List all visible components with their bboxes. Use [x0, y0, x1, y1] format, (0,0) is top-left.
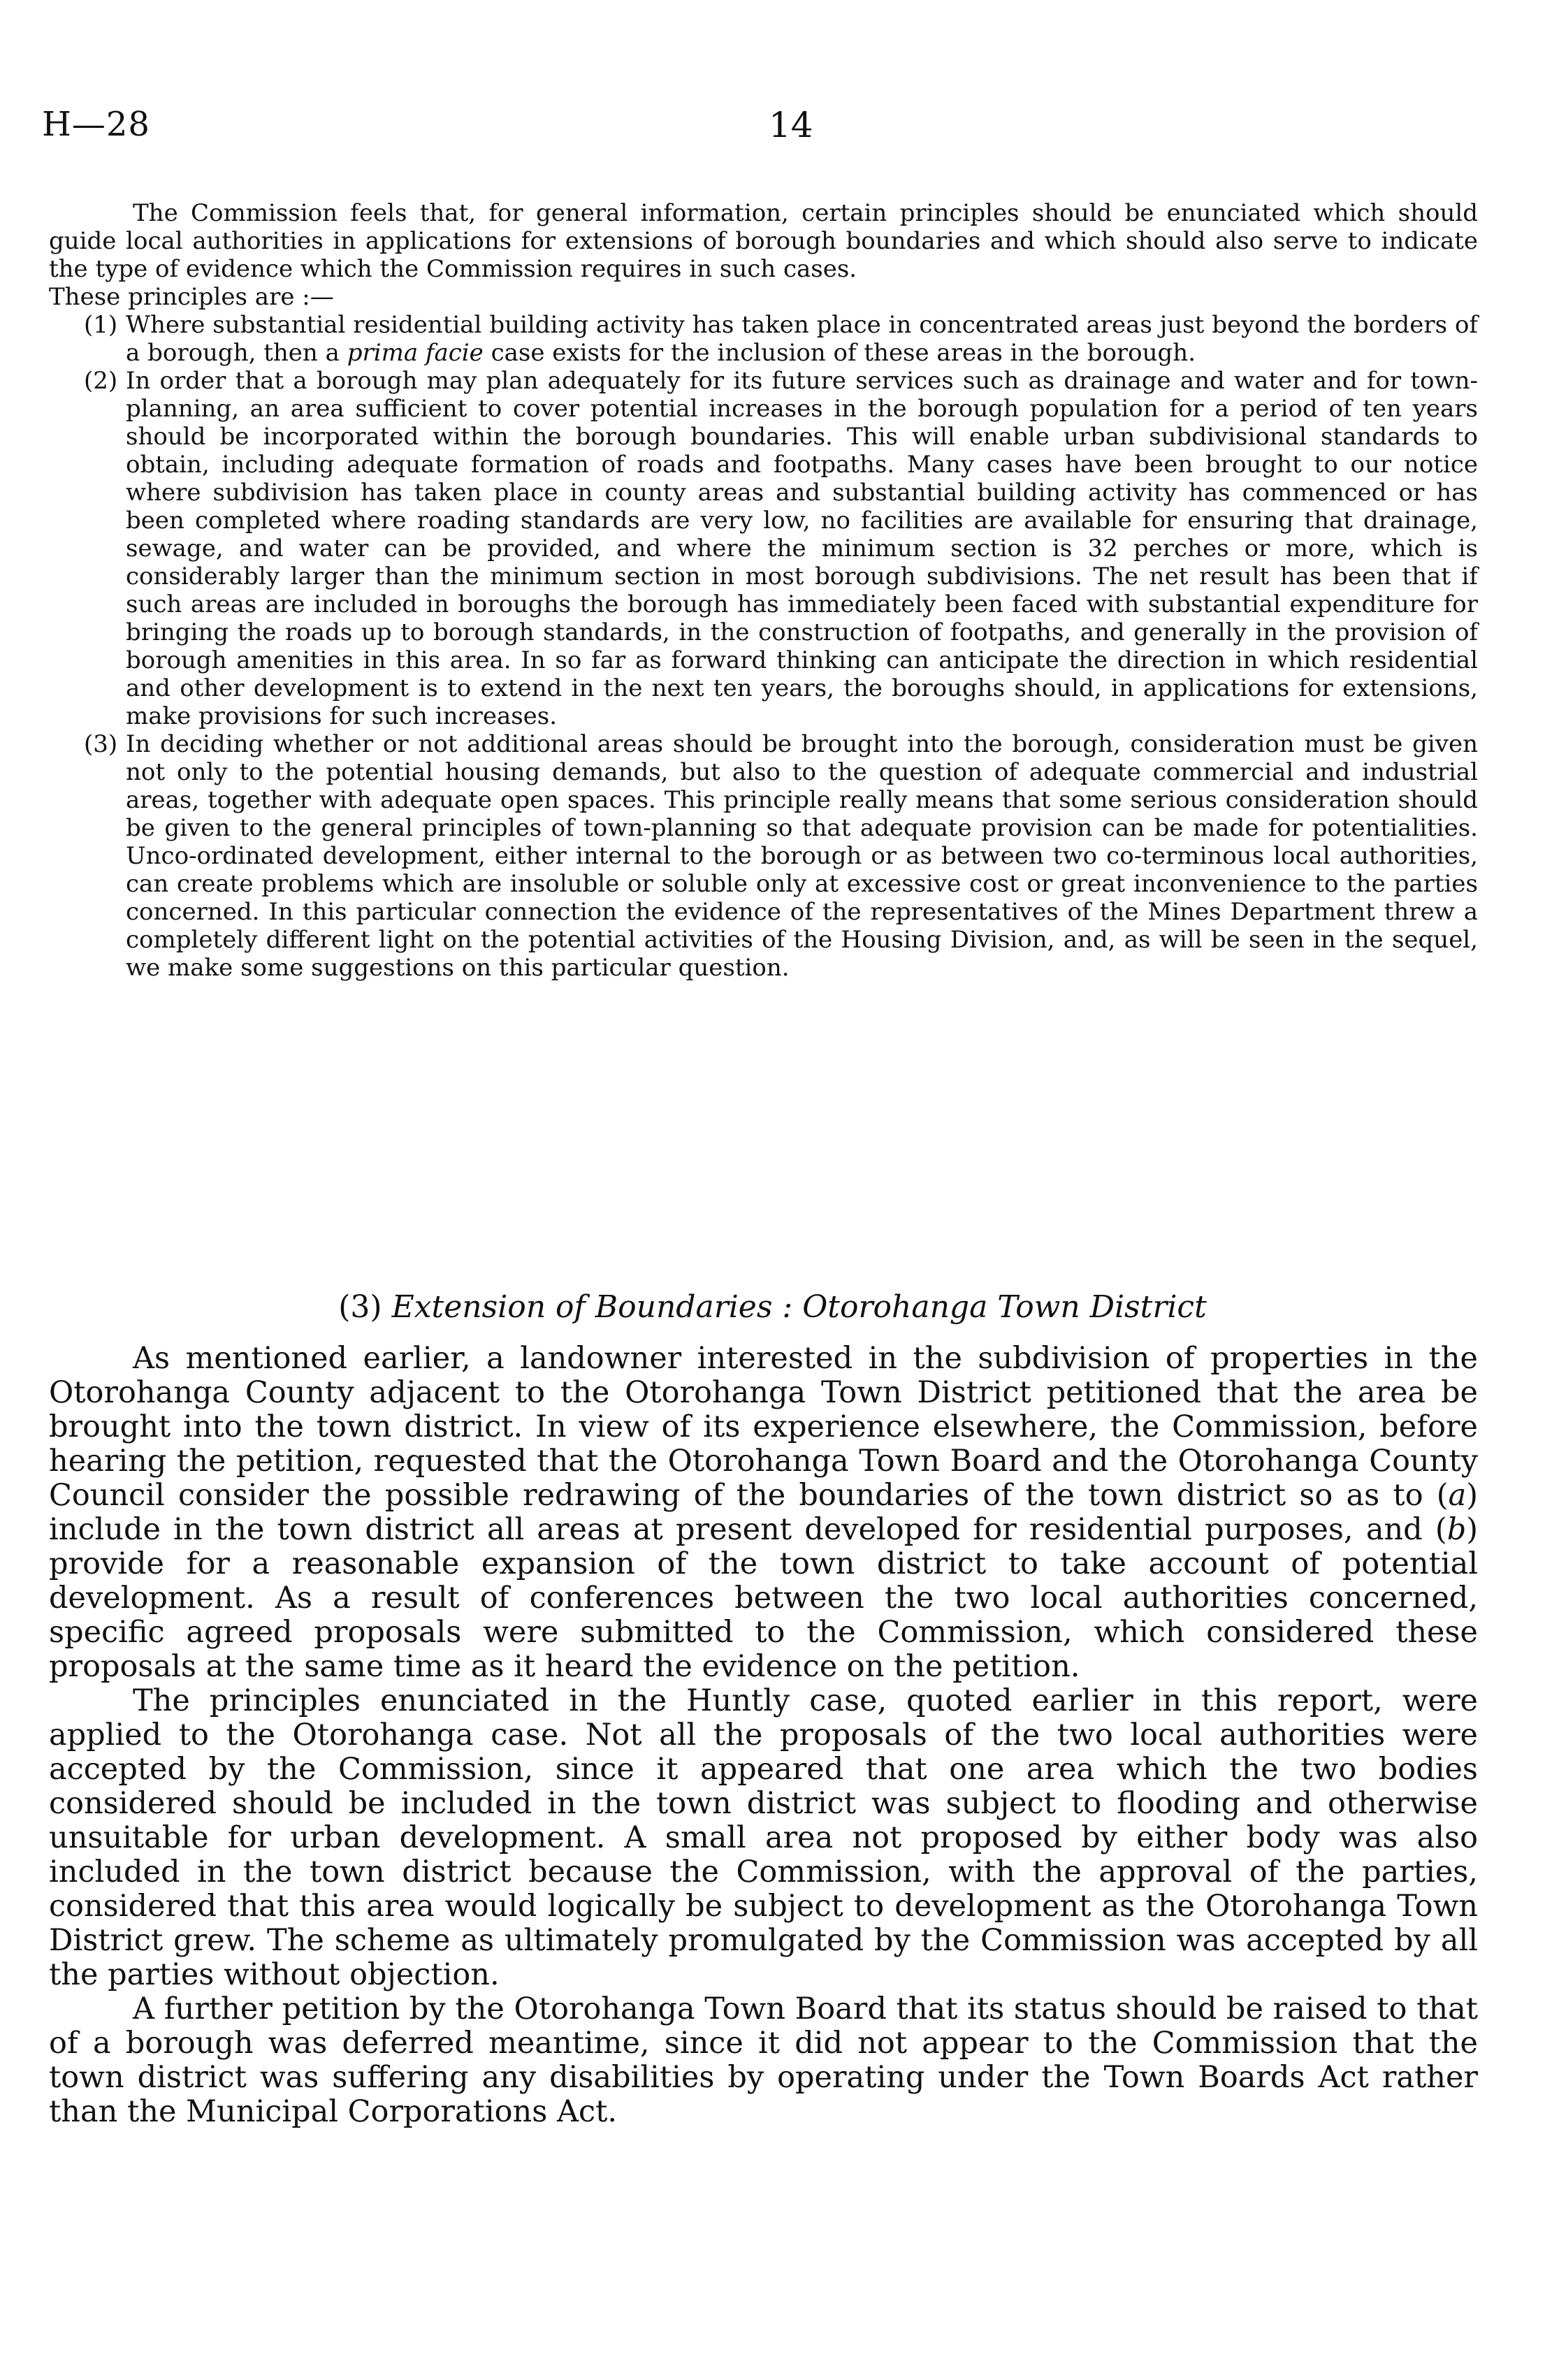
section-heading	[0, 1289, 1545, 1325]
principle-number: (2)	[84, 367, 118, 395]
page-header	[42, 105, 1503, 154]
principle-text: In order that a borough may plan adequately for its future services such as drainage and water and for town-planning, an area sufficient to cover potential increases in the borough population for a period of ten years should be incorporated within the borough boundaries. This will enable urban subdivisional standards to obtain, including adequate formation of roads and footpaths. Many cases have been brought to our notice where subdivision has taken place in county areas and substantial building activity has commenced or has been completed where roading standards are very low, no facilities are available for ensuring that drainage, sewage, and water can be provided, and where the minimum section is 32 perches or more, which is considerably larger than the minimum section in most borough subdivisions. The net result has been that if such areas are included in boroughs the borough has immediately been faced with substantial expenditure for bringing the roads up to borough standards, in the construction of footpaths, and generally in the provision of borough amenities in this area. In so far as forward thinking can anticipate the direction in which residential and other development is to extend in the next ten years, the boroughs should, in applications for extensions, make provisions for such increases.	[126, 367, 1478, 730]
principle-text: Where substantial residential building activity has taken place in concentrated areas just beyond the borders of a borough, then a prima facie case exists for the inclusion of these areas in the borough.	[126, 311, 1478, 367]
paragraph: The principles enunciated in the Huntly case, quoted earlier in this report, were applied to the Otorohanga case. Not all the proposals of the two local authorities were accepted by the Commission, since it appeared that one area which the two bodies considered should be included in the town district was subject to flooding and otherwise unsuitable for urban development. A small area not proposed by either body was also included in the town district because the Commission, with the approval of the parties, considered that this area would logically be subject to development as the Otorohanga Town District grew. The scheme as ultimately promulgated by the Commission was accepted by all the parties without objection.	[49, 1683, 1478, 1992]
paragraph: A further petition by the Otorohanga Town Board that its status should be raised to that of a borough was deferred meantime, since it did not appear to the Commission that the town district was suffering any disabilities by operating under the Town Boards Act rather than the Municipal Corporations Act.	[49, 1991, 1478, 2129]
principle-number: (3)	[84, 730, 118, 758]
section-title: Extension of Boundaries :	[391, 1289, 793, 1325]
paragraph: As mentioned earlier, a landowner interested in the subdivision of properties in the Otorohanga County adjacent to the Otorohanga Town District petitioned that the area be brought into the town district. In view of its experience elsewhere, the Commission, before hearing the petition, requested that the Otorohanga Town Board and the Otorohanga County Council consider the possible redrawing of the boundaries of the town district so as to (a) include in the town district all areas at present developed for residential purposes, and (b) provide for a reasonable expansion of the town district to take account of potential development. As a result of conferences between the two local authorities concerned, specific agreed proposals were submitted to the Commission, which considered these proposals at the same time as it heard the evidence on the petition.	[49, 1341, 1478, 1684]
principles-lead: These principles are :—	[49, 283, 334, 311]
section-subtitle: Otorohanga Town District	[802, 1289, 1207, 1325]
intro-text: The Commission feels that, for general information, certain principles should be enunciated which should guide local authorities in applications for extensions of borough boundaries and which should also serve to indicate the type of evidence which the Commission requires in such cases.	[49, 199, 1478, 283]
otorohanga-section	[49, 1342, 1478, 2129]
principle-item	[49, 367, 1478, 730]
principle-item	[49, 730, 1478, 982]
principle-number: (1)	[84, 311, 118, 339]
document-code: H—28	[42, 105, 150, 144]
principles-section	[49, 199, 1478, 982]
page-number: 14	[769, 105, 813, 145]
intro-paragraph	[49, 199, 1478, 283]
section-number: (3)	[338, 1289, 382, 1325]
principle-text: In deciding whether or not additional areas should be brought into the borough, consideration must be given not only to the potential housing demands, but also to the question of adequate commercial and industrial areas, together with adequate open spaces. This principle really means that some serious consideration should be given to the general principles of town-planning so that adequate provision can be made for potentialities. Unco-ordinated development, either internal to the borough or as between two co-terminous local authorities, can create problems which are insoluble or soluble only at excessive cost or great inconvenience to the parties concerned. In this particular connection the evidence of the representatives of the Mines Department threw a completely different light on the potential activities of the Housing Division, and, as will be seen in the sequel, we make some suggestions on this particular question.	[126, 730, 1478, 982]
latin-phrase: prima facie	[347, 339, 484, 367]
principle-item	[49, 311, 1478, 367]
